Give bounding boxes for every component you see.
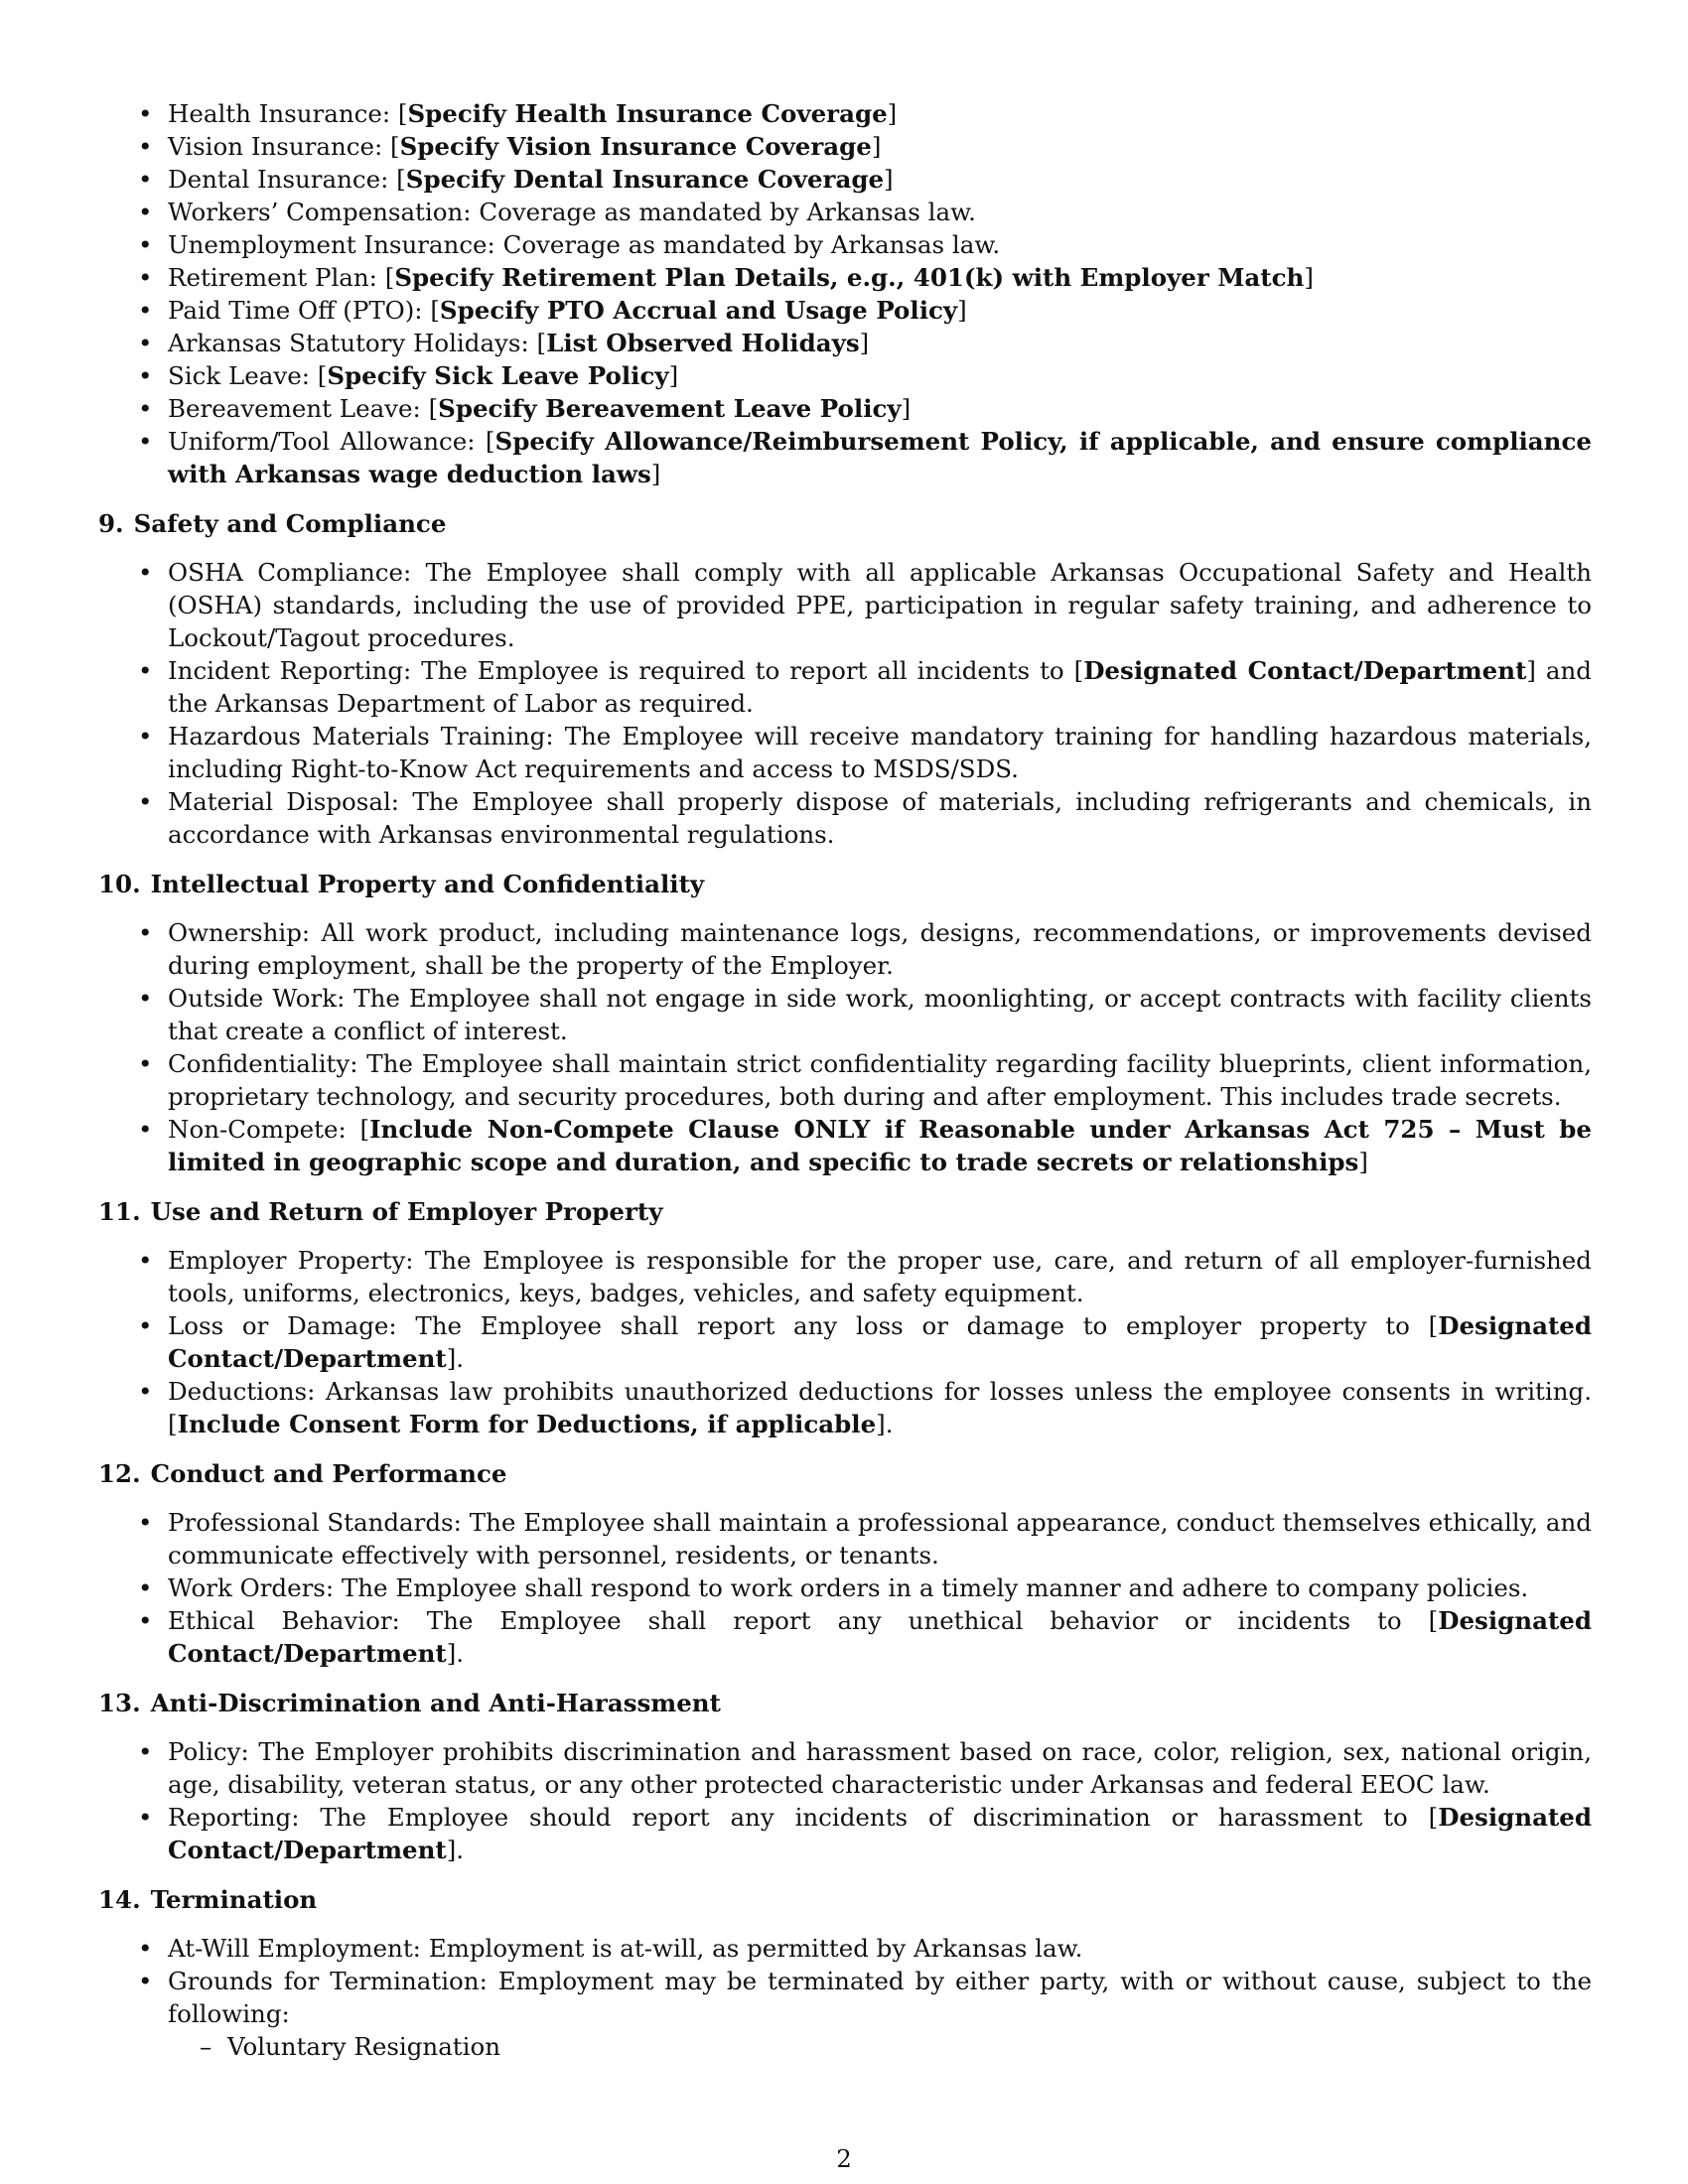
section-heading: 9. Safety and Compliance — [98, 509, 447, 538]
benefits-list — [98, 97, 1592, 490]
list-item: • Professional Standards: The Employee shall maintain a professional appearance, conduct themselves ethically, and communicate effectively with personnel, residents, or tenants. — [98, 1506, 1592, 1571]
list-item: • Ownership: All work product, including maintenance logs, designs, recommendations, or improvements devised during employment, shall be the property of the Employer. — [98, 916, 1592, 982]
list-item: • Non-Compete: [Include Non-Compete Clause ONLY if Reasonable under Arkansas Act 725 – Must be limited in geographic scope and duration, and specific to trade secrets or relationships] — [98, 1113, 1592, 1178]
list-item: • Loss or Damage: The Employee shall report any loss or damage to employer property to [Designated Contact/Department]. — [98, 1309, 1592, 1375]
list-item: • Incident Reporting: The Employee is required to report all incidents to [Designated Contact/Department] and the Arkansas Department of Labor as required. — [98, 654, 1592, 720]
list-item: • Arkansas Statutory Holidays: [List Observed Holidays] — [98, 327, 1592, 359]
section-heading: 13. Anti-Discrimination and Anti-Harassment — [98, 1689, 721, 1717]
list-item: • At-Will Employment: Employment is at-will, as permitted by Arkansas law. — [98, 1932, 1592, 1965]
list-item: • Policy: The Employer prohibits discrimination and harassment based on race, color, religion, sex, national origin, age, disability, veteran status, or any other protected characteristic under Arkansas and federal EEOC law. — [98, 1735, 1592, 1801]
page-number: 2 — [836, 2144, 852, 2173]
list-item: • Confidentiality: The Employee shall maintain strict confidentiality regarding facility blueprints, client information, proprietary technology, and security procedures, both during and after employment. This includes trade secrets. — [98, 1047, 1592, 1113]
list-item: • Bereavement Leave: [Specify Bereavement Leave Policy] — [98, 392, 1592, 425]
list-item: • OSHA Compliance: The Employee shall comply with all applicable Arkansas Occupational Safety and Health (OSHA) standards, including the use of provided PPE, participation in regular safety training, and adherence to Lockout/Tagout procedures. — [98, 556, 1592, 654]
section-heading: 14. Termination — [98, 1885, 318, 1914]
section-heading: 11. Use and Return of Employer Property — [98, 1197, 663, 1226]
list-item: • Sick Leave: [Specify Sick Leave Policy] — [98, 359, 1592, 392]
sub-list-item: – Voluntary Resignation — [168, 2030, 1592, 2063]
list-item: • Reporting: The Employee should report any incidents of discrimination or harassment to [Designated Contact/Department]. — [98, 1801, 1592, 1866]
list-item: • Workers’ Compensation: Coverage as mandated by Arkansas law. — [98, 196, 1592, 228]
section-list — [98, 1735, 1592, 1866]
list-item: • Deductions: Arkansas law prohibits unauthorized deductions for losses unless the employee consents in writing. [Include Consent Form for Deductions, if applicable]. — [98, 1375, 1592, 1440]
list-item: • Dental Insurance: [Specify Dental Insurance Coverage] — [98, 163, 1592, 196]
list-item: • Retirement Plan: [Specify Retirement Plan Details, e.g., 401(k) with Employer Match] — [98, 261, 1592, 294]
list-item: • Employer Property: The Employee is responsible for the proper use, care, and return of all employer-furnished tools, uniforms, electronics, keys, badges, vehicles, and safety equipment. — [98, 1244, 1592, 1309]
list-item: • Ethical Behavior: The Employee shall report any unethical behavior or incidents to [Designated Contact/Department]. — [98, 1604, 1592, 1670]
section-heading: 12. Conduct and Performance — [98, 1459, 507, 1488]
section-list — [98, 1506, 1592, 1670]
list-item: • Vision Insurance: [Specify Vision Insurance Coverage] — [98, 130, 1592, 163]
list-item: • Health Insurance: [Specify Health Insurance Coverage] — [98, 97, 1592, 130]
list-item: • Outside Work: The Employee shall not engage in side work, moonlighting, or accept contracts with facility clients that create a conflict of interest. — [98, 982, 1592, 1047]
list-item: • Paid Time Off (PTO): [Specify PTO Accrual and Usage Policy] — [98, 294, 1592, 327]
section-list — [98, 1244, 1592, 1440]
list-item: • Grounds for Termination: Employment may be terminated by either party, with or without cause, subject to the following: – Voluntary Resignation — [98, 1965, 1592, 2063]
section-list — [98, 916, 1592, 1178]
list-item: • Material Disposal: The Employee shall properly dispose of materials, including refrigerants and chemicals, in accordance with Arkansas environmental regulations. — [98, 785, 1592, 851]
list-item: • Unemployment Insurance: Coverage as mandated by Arkansas law. — [98, 228, 1592, 261]
sub-list — [168, 2030, 1592, 2063]
section-list — [98, 556, 1592, 851]
list-item: • Work Orders: The Employee shall respond to work orders in a timely manner and adhere to company policies. — [98, 1571, 1592, 1604]
list-item: • Uniform/Tool Allowance: [Specify Allowance/Reimbursement Policy, if applicable, and ensure compliance with Arkansas wage deduction laws] — [98, 425, 1592, 490]
section-heading: 10. Intellectual Property and Confidentiality — [98, 870, 705, 898]
section-list — [98, 1932, 1592, 2063]
document-page — [98, 97, 1592, 2063]
list-item: • Hazardous Materials Training: The Employee will receive mandatory training for handling hazardous materials, including Right-to-Know Act requirements and access to MSDS/SDS. — [98, 720, 1592, 785]
